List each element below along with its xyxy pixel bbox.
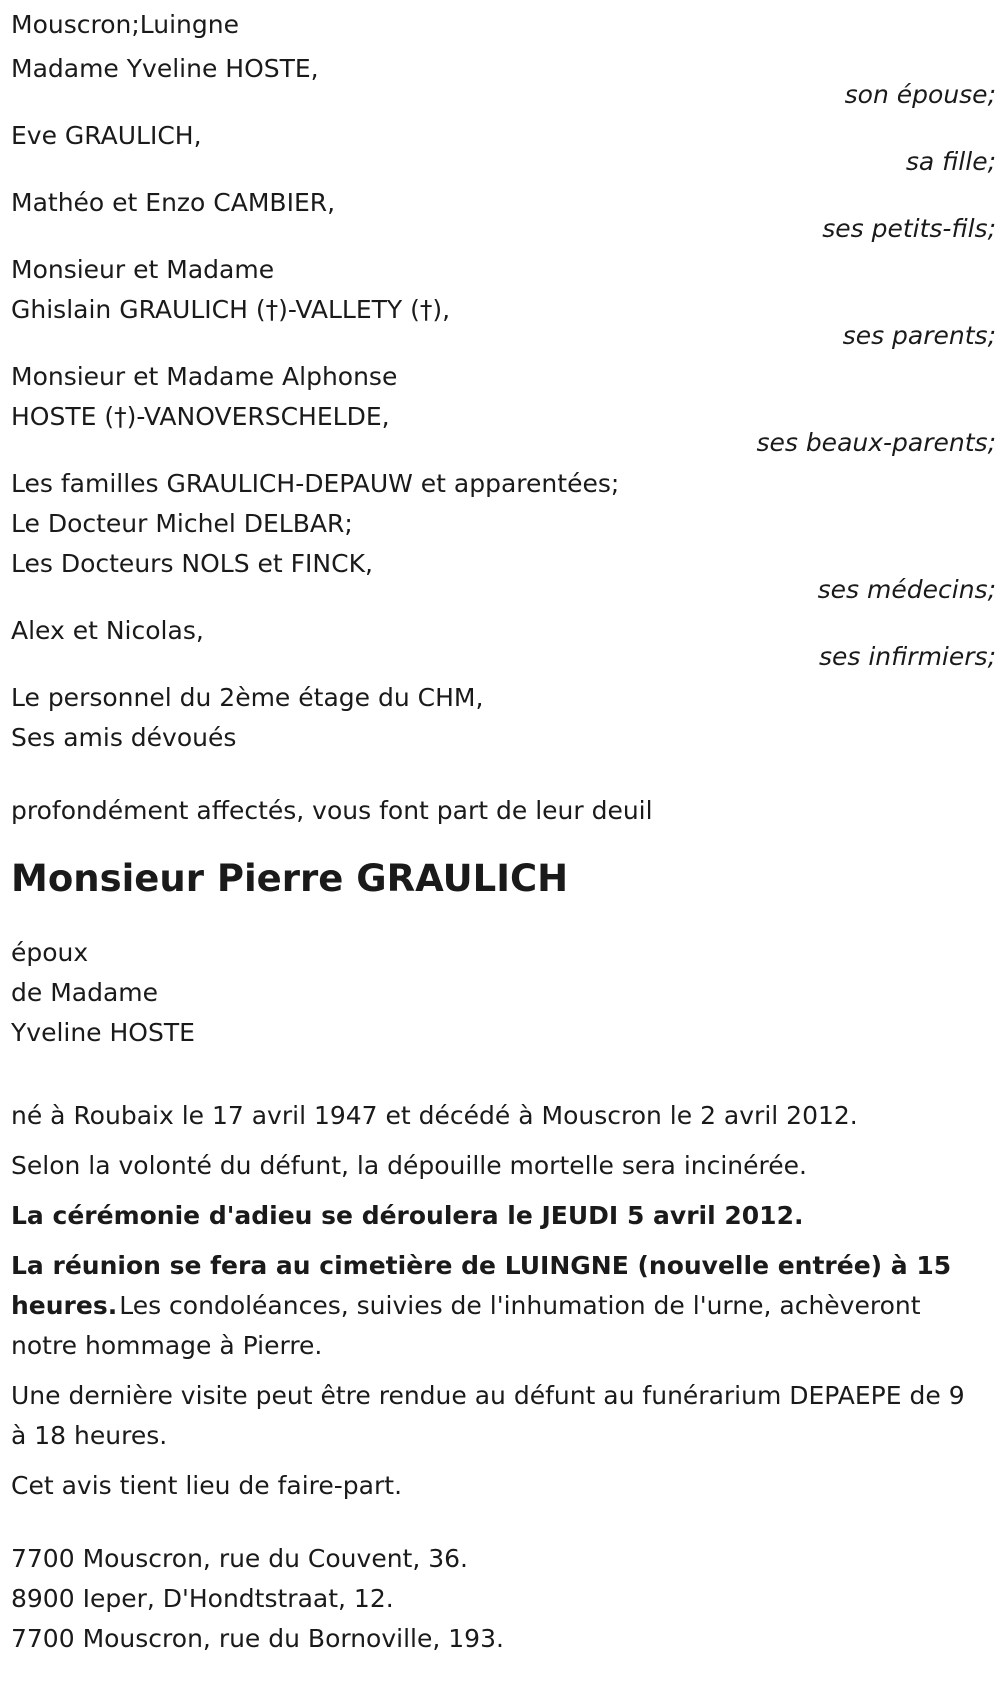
family-entry bbox=[11, 250, 996, 353]
family-entry bbox=[11, 183, 996, 246]
meeting-text bbox=[11, 1246, 971, 1366]
announcement-text: profondément affectés, vous font part de leur deuil bbox=[11, 796, 653, 825]
meeting-rest-text: Les condoléances, suivies de l'inhumation de l'urne, achèveront notre hommage à Pierre. bbox=[11, 1291, 921, 1360]
family-member: Le Docteur Michel DELBAR; bbox=[11, 509, 353, 538]
obituary-notice bbox=[11, 5, 996, 1659]
deceased-name: Monsieur Pierre GRAULICH bbox=[11, 857, 569, 900]
relation-label: ses petits-fils; bbox=[822, 214, 996, 243]
family-member: Ses amis dévoués bbox=[11, 723, 237, 752]
family-member: Ghislain GRAULICH (†)-VALLETY (†), bbox=[11, 295, 451, 324]
spouse-block bbox=[11, 933, 996, 1053]
family-entry bbox=[11, 464, 996, 607]
relation-label: ses beaux-parents; bbox=[756, 428, 996, 457]
address-line: 7700 Mouscron, rue du Bornoville, 193. bbox=[11, 1624, 504, 1653]
relation-label: ses médecins; bbox=[817, 575, 996, 604]
header-location: Mouscron;Luingne bbox=[11, 10, 239, 39]
relation-label: son épouse; bbox=[844, 80, 996, 109]
visit-text: Une dernière visite peut être rendue au défunt au funérarium DEPAEPE de 9 à 18 heures. bbox=[11, 1381, 965, 1450]
family-entry bbox=[11, 611, 996, 674]
family-member: Eve GRAULICH, bbox=[11, 121, 202, 150]
relation-label: ses parents; bbox=[842, 321, 996, 350]
relation-label: ses infirmiers; bbox=[818, 642, 996, 671]
family-member: Monsieur et Madame bbox=[11, 255, 275, 284]
family-entry bbox=[11, 116, 996, 179]
ceremony-text: La cérémonie d'adieu se déroulera le JEUDI 5 avril 2012. bbox=[11, 1201, 804, 1230]
spouse-line: de Madame bbox=[11, 978, 159, 1007]
family-member: Les familles GRAULICH-DEPAUW et apparentées; bbox=[11, 469, 620, 498]
family-member: Monsieur et Madame Alphonse bbox=[11, 362, 398, 391]
address-line: 7700 Mouscron, rue du Couvent, 36. bbox=[11, 1544, 468, 1573]
notice-text: Cet avis tient lieu de faire-part. bbox=[11, 1471, 403, 1500]
family-member: Madame Yveline HOSTE, bbox=[11, 54, 319, 83]
address-line: 8900 Ieper, D'Hondtstraat, 12. bbox=[11, 1584, 394, 1613]
family-member: Mathéo et Enzo CAMBIER, bbox=[11, 188, 336, 217]
family-entry bbox=[11, 678, 996, 758]
family-entry bbox=[11, 49, 996, 112]
cremation-text: Selon la volonté du défunt, la dépouille mortelle sera incinérée. bbox=[11, 1151, 807, 1180]
family-member: Les Docteurs NOLS et FINCK, bbox=[11, 549, 373, 578]
family-member: Le personnel du 2ème étage du CHM, bbox=[11, 683, 484, 712]
family-entry bbox=[11, 357, 996, 460]
address-block bbox=[11, 1539, 996, 1659]
birth-death-text: né à Roubaix le 17 avril 1947 et décédé à Mouscron le 2 avril 2012. bbox=[11, 1101, 858, 1130]
meeting-bold-text: La réunion se fera au cimetière de LUINGNE (nouvelle entrée) à 15 heures. bbox=[11, 1251, 952, 1320]
relation-label: sa fille; bbox=[905, 147, 996, 176]
family-member: Alex et Nicolas, bbox=[11, 616, 204, 645]
spouse-line: Yveline HOSTE bbox=[11, 1018, 195, 1047]
spouse-line: époux bbox=[11, 938, 89, 967]
family-member: HOSTE (†)-VANOVERSCHELDE, bbox=[11, 402, 390, 431]
